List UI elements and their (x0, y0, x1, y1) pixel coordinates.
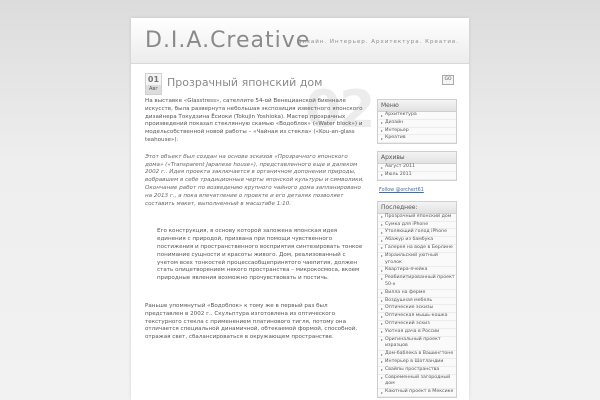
archive-item[interactable]: Август 2011 (378, 164, 456, 172)
post-paragraph: Его конструкция, в основу которой заложена японская идея единения с природой, призвана при помощи чувственного постижения и пространственного восприятия синтезировать тонкое понимание сущности и красоты живого. Дом, реализованный с учетом всех тонкостей процессаобщепринятого чаепития, должен стать олицетворением некого пространства – микрокосмоса, вкоем природные явления возможно прочувствовать и постичь. (157, 228, 363, 282)
recent-post-item[interactable]: Израильский уютный уголок (378, 253, 456, 268)
recent-posts-title: Последнее: (378, 202, 456, 214)
recent-post-item[interactable]: Интерьер в Шотландии (378, 359, 456, 367)
post-header (145, 73, 370, 95)
recent-post-item[interactable]: Свайпы пространства (378, 367, 456, 375)
menu-widget (377, 99, 457, 144)
recent-post-item[interactable]: Вилла на фермe (378, 290, 456, 298)
menu-item-interior[interactable]: Интерьер (378, 128, 456, 136)
menu-item-architecture[interactable]: Архитектура (378, 112, 456, 120)
recent-post-item[interactable]: Уютная дача в России (378, 329, 456, 337)
post-paragraph: На выставке «Glasstress», сателлите 54-ой Венецианской биеннале искусств, была развернута небольшая экспозиция известного японского дизайнера Токудзина Ёсиоки (Tokujin Yoshioka). Мастер прозрачных произведений показал стеклянную скамью «Водоблок» («Water block») и модельсобственной новой работы – «Чайная из стекла» («Kou-an-glass teahouse»). (145, 98, 363, 143)
recent-post-item[interactable]: Дом-баблека в Вашингтоне (378, 351, 456, 359)
post-content (145, 98, 367, 349)
recent-post-item[interactable]: Абажур из бамбука (378, 237, 456, 245)
sidebar (377, 99, 457, 400)
recent-posts-widget (377, 201, 457, 398)
site-title[interactable]: D.I.A.Creative (145, 28, 311, 53)
recent-post-item[interactable]: Галерея на воде в Берлине (378, 245, 456, 253)
recent-post-item[interactable]: Современный загородный дом (378, 375, 456, 390)
recent-post-item[interactable]: Реабилитированный проект 50-х (378, 275, 456, 290)
search-go-button[interactable]: GO (442, 75, 454, 85)
site-header (131, 18, 469, 64)
menu-item-design[interactable]: Дизайн (378, 120, 456, 128)
archive-item[interactable]: Июль 2011 (378, 172, 456, 180)
archives-widget (377, 151, 457, 181)
date-month: Авг (146, 85, 161, 94)
post-paragraph: Этот объект был создан на основе эскизов «Прозрачного японского дома» («Transparent Japanese house»), представленного еще в далеком 2002 г.. Идея проекта заключается в органичном допонении природы, вобравшем в себе традиционные черты японской культуры и символики. Окончание работ по возведению крупного чайного дома запланировано на 2013 г., а пока впечатление о проекте и его деталях позволяет составить макет, выполненный в масштабе 1:10. (145, 153, 364, 207)
recent-post-item[interactable]: Оптическая мышь-кошка (378, 313, 456, 321)
date-day: 01 (147, 75, 160, 84)
recent-post-item[interactable]: Оригинальный проект изразцов (378, 337, 456, 352)
recent-post-item[interactable]: Квартира-ячейка (378, 267, 456, 275)
menu-widget-title: Меню (378, 100, 456, 112)
recent-post-item[interactable]: Каютный проект в Мексике (378, 389, 456, 397)
post-paragraph: Раньше упомянутый «Водоблок» к тому же в первый раз был представлен в 2002 г.. Скульптура изготовлена из оптического текстурного стекла с применением платинового тигля, потому она отличается специальной динамичной, обтекаемой формой, способной, отражая свет, сбалансироваться в окружающем пространстве. (145, 302, 358, 341)
recent-post-item[interactable]: Прозрачный японский дом (378, 214, 456, 222)
recent-post-item[interactable]: Оптический эскиз (378, 321, 456, 329)
archives-widget-title: Архивы (378, 152, 456, 164)
recent-post-item[interactable]: Воздушная мебель (378, 298, 456, 306)
decorative-watermark: 02 (305, 80, 374, 140)
post-title[interactable]: Прозрачный японский дом (167, 76, 323, 89)
recent-post-item[interactable]: Сумка для iPhone (378, 222, 456, 230)
follow-link[interactable]: Follow @orchert61 (379, 187, 424, 193)
recent-post-item[interactable]: Оптические эскизы (378, 305, 456, 313)
date-badge (145, 73, 162, 95)
site-tagline: Дизайн. Интерьер. Архитектура. Креатив. (297, 39, 459, 45)
recent-post-item[interactable]: Утоляющий голод iPhone (378, 229, 456, 237)
menu-item-creative[interactable]: Креатив (378, 135, 456, 143)
